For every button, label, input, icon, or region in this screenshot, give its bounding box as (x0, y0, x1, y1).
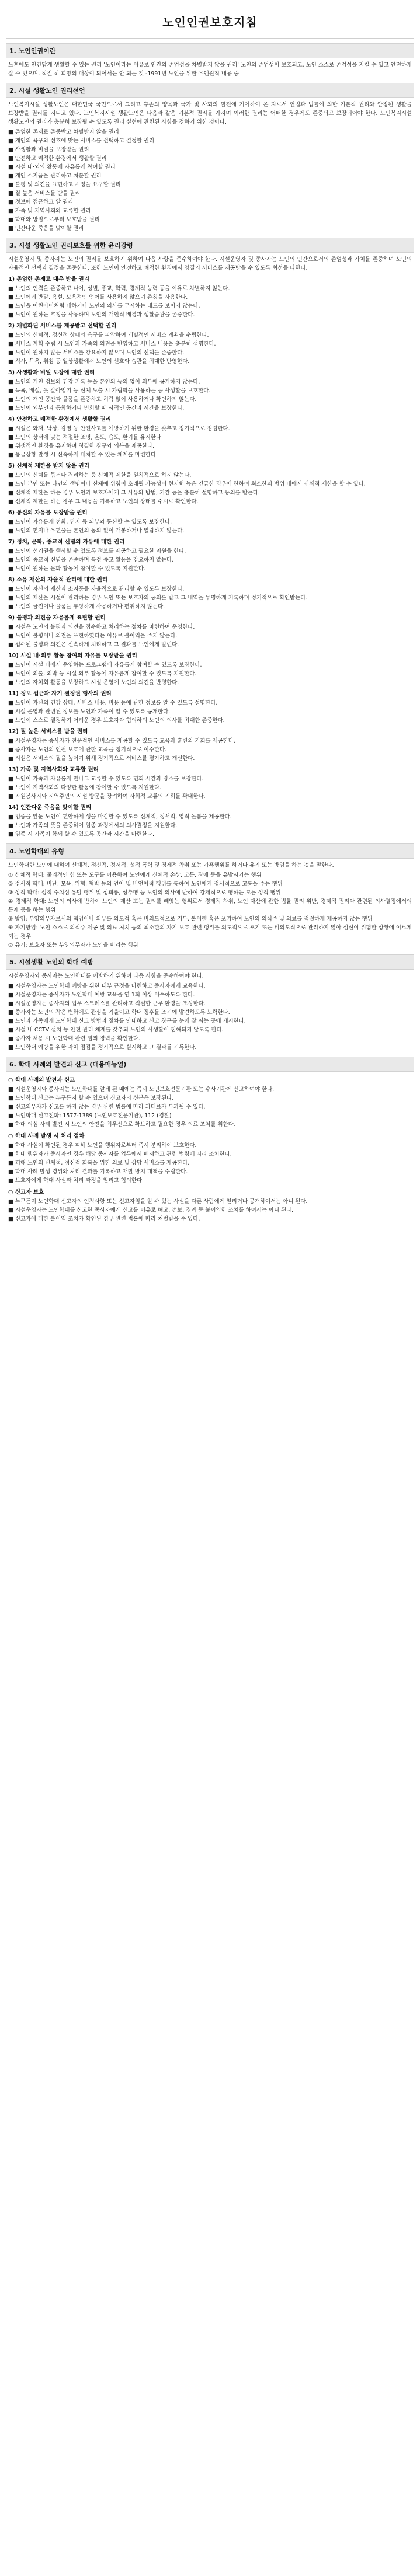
list-item: ■ 노인이 원하는 호칭을 사용하며 노인의 개인적 배경과 생활습관을 존중한다. (8, 312, 195, 318)
list-item: ■ 식사, 목욕, 취침 등 일상생활에서 노인의 선호와 습관을 최대한 반영한다. (8, 358, 190, 365)
list-item: ■ 누구든지 노인학대 신고자의 인적사항 또는 신고자임을 알 수 있는 사실을 다른 사람에게 알리거나 공개하여서는 아니 된다. (8, 1198, 308, 1205)
list-item: ■ 신고의무자가 신고를 하지 않는 경우 관련 법률에 따라 과태료가 부과될 수 있다. (8, 1104, 206, 1110)
list-item: ■ 시설은 화재, 낙상, 감염 등 안전사고를 예방하기 위한 환경을 갖추고 정기적으로 점검한다. (8, 426, 230, 432)
list-item: ② 정서적 학대: 비난, 모욕, 위협, 협박 등의 언어 및 비언어적 행위를 통하여 노인에게 정서적으로 고통을 주는 행위 (8, 881, 283, 887)
list-item: ■ 노인이 시설 내에서 운영하는 프로그램에 자유롭게 참여할 수 있도록 보장한다. (8, 662, 202, 668)
subsection-title: 9) 불평과 의견을 자유롭게 표현할 권리 (8, 615, 106, 621)
list-item: ■ 종사자 채용 시 노인학대 관련 범죄 경력을 확인한다. (8, 1036, 140, 1042)
section-intro: 노인학대란 노인에 대하여 신체적, 정신적, 정서적, 성적 폭력 및 경제적 착취 또는 가혹행위를 하거나 유기 또는 방임을 하는 것을 말한다. (8, 862, 334, 869)
subsection-title: 13) 가족 및 지역사회와 교류할 권리 (8, 766, 99, 773)
section-intro: 노인복지시설 생활노인은 대한민국 국민으로서 그리고 후손의 양육과 국가 및 사회의 발전에 기여하여 온 자로서 헌법과 법률에 의한 기본적 권리와 안정된 생활을 보장받을 권리를 지니고 있다. 노인복지시설 생활노인은 다음과 같은 기본적 권리를 가지며 이러한 권리는 어떠한 경우에도 존중되고 보장되어야 한다. 노인복지시설 생활노인의 권리가 충분히 보장될 수 있도록 권리 실현에 관련된 사항을 정하기 위한 것이다. (8, 102, 412, 126)
list-item: ■ 노인학대 예방을 위한 자체 점검을 정기적으로 실시하고 그 결과를 기록한다. (8, 1044, 197, 1051)
list-item: ■ 노인이 지역사회의 다양한 활동에 참여할 수 있도록 지원한다. (8, 785, 162, 791)
section-intro: 시설운영자 및 종사자는 노인의 권리를 보호하기 위하여 다음 사항을 준수하여야 한다. 시설운영자 및 종사자는 노인의 인간으로서의 존엄성과 가치를 존중하며 노인의 자율적인 선택과 결정을 존중한다. 또한 노인이 안전하고 쾌적한 환경에서 양질의 서비스를 제공받을 수 있도록 최선을 다한다. (8, 256, 412, 271)
section (6, 83, 414, 233)
section (6, 238, 414, 839)
list-item: ■ 시설운영자는 종사자가 노인학대 예방 교육을 연 1회 이상 이수하도록 한다. (8, 992, 195, 998)
list-item: ■ 노인이 외부인과 통화하거나 면회할 때 사적인 공간과 시간을 보장한다. (8, 405, 185, 412)
list-item: ■ 사생활과 비밀을 보장받을 권리 (8, 147, 89, 153)
list-item: ■ 피해 노인의 신체적, 정신적 회복을 위한 의료 및 상담 서비스를 제공한다. (8, 1160, 190, 1166)
list-item: ■ 노인의 인격을 존중하고 나이, 성별, 종교, 학력, 경제적 능력 등을 이유로 차별하지 않는다. (8, 285, 230, 292)
list-item: ■ 노인학대 신고전화: 1577-1389 (노인보호전문기관), 112 (경찰) (8, 1113, 172, 1119)
list-item: ■ 가족 및 지역사회와 교류할 권리 (8, 208, 91, 214)
list-item: ■ 학대 사실이 확인된 경우 피해 노인을 행위자로부터 즉시 분리하여 보호한다. (8, 1142, 197, 1149)
section-heading: 6. 학대 사례의 발견과 신고 (대응매뉴얼) (6, 1057, 414, 1072)
subsection-title: 2) 개별화된 서비스를 제공받고 선택할 권리 (8, 323, 117, 329)
list-item: ■ 목욕, 배설, 옷 갈아입기 등 신체 노출 시 가림막을 사용하는 등 사생활을 보호한다. (8, 388, 211, 394)
list-item: ■ 노인이 자신의 건강 상태, 서비스 내용, 비용 등에 관한 정보를 알 수 있도록 설명한다. (8, 700, 218, 706)
list-item: ■ 종사자는 노인의 인권 보호에 관한 교육을 정기적으로 이수한다. (8, 747, 167, 753)
list-item: ■ 학대 사례 발생 경위와 처리 결과를 기록하고 재발 방지 대책을 수립한다. (8, 1169, 188, 1175)
list-item: ■ 노인의 상태에 맞는 적절한 조명, 온도, 습도, 환기를 유지한다. (8, 434, 163, 441)
list-item: ■ 노인의 개인 정보와 건강 기록 등을 본인의 동의 없이 외부에 공개하지 않는다. (8, 379, 200, 385)
list-item: ■ 노인학대 신고는 누구든지 할 수 있으며 신고자의 신분은 보장된다. (8, 1095, 174, 1101)
list-item: ■ 시설운영자는 노인학대 예방을 위한 내부 규정을 마련하고 종사자에게 교육한다. (8, 983, 206, 989)
list-item: ■ 노인이 외출, 외박 등 시설 외부 활동에 자유롭게 참여할 수 있도록 지원한다. (8, 671, 197, 677)
subsection-title: 10) 시설 내·외부 활동 참여의 자유를 보장받을 권리 (8, 653, 137, 659)
list-item: ■ 노인이 자신의 재산과 소지품을 자율적으로 관리할 수 있도록 보장한다. (8, 586, 185, 592)
list-item: ■ 노인을 어린아이처럼 대하거나 노인의 의사를 무시하는 태도를 보이지 않는다. (8, 303, 200, 309)
list-item: ■ 노인의 재산을 시설이 관리하는 경우 노인 또는 보호자의 동의를 받고 그 내역을 투명하게 기록하며 정기적으로 확인받는다. (8, 595, 308, 601)
list-item: ■ 신체적 제한을 하는 경우 노인과 보호자에게 그 사유와 방법, 기간 등을 충분히 설명하고 동의를 받는다. (8, 490, 260, 496)
list-item: ■ 종사자는 노인의 작은 변화에도 관심을 기울이고 학대 징후를 조기에 발견하도록 노력한다. (8, 1009, 230, 1016)
subsection-title: ○ 학대 사례 발생 시 처리 절차 (8, 1133, 85, 1139)
list-item: ① 신체적 학대: 물리적인 힘 또는 도구를 이용하여 노인에게 신체적 손상, 고통, 장애 등을 유발시키는 행위 (8, 872, 262, 879)
list-item: ■ 노인이 불평이나 의견을 표현하였다는 이유로 불이익을 주지 않는다. (8, 633, 178, 639)
content (6, 43, 414, 1223)
list-item: ■ 신체적 제한을 하는 경우 그 내용을 기록하고 노인의 상태를 수시로 확인한다. (8, 499, 199, 505)
list-item: ■ 임종 시 가족이 함께 할 수 있도록 공간과 시간을 마련한다. (8, 831, 154, 838)
list-item: ■ 서비스 계획 수립 시 노인과 가족의 의견을 반영하고 서비스 내용을 충분히 설명한다. (8, 341, 216, 347)
list-item: ■ 시설운영자는 종사자의 업무 스트레스를 관리하고 적절한 근무 환경을 조성한다. (8, 1001, 206, 1007)
subsection-title: 3) 사생활과 비밀 보장에 대한 권리 (8, 370, 95, 376)
section-heading: 1. 노인인권이란 (6, 43, 414, 58)
subsection-title: 4) 안전하고 쾌적한 환경에서 생활할 권리 (8, 416, 112, 423)
list-item: ■ 노인의 자치회 활동을 보장하고 시설 운영에 노인의 의견을 반영한다. (8, 679, 179, 686)
section-heading: 2. 시설 생활노인 권리선언 (6, 83, 414, 98)
section-intro: 시설운영자와 종사자는 노인학대를 예방하기 위하여 다음 사항을 준수하여야 한다. (8, 973, 204, 979)
list-item: ■ 노인이 가족과 자유롭게 만나고 교류할 수 있도록 면회 시간과 장소를 보장한다. (8, 776, 204, 782)
list-item: ■ 시설 내·외의 활동에 자유롭게 참여할 권리 (8, 164, 116, 170)
subsection-title: ○ 학대 사례의 발견과 신고 (8, 1077, 75, 1083)
list-item: ■ 불평 및 의견을 표현하고 시정을 요구할 권리 (8, 182, 121, 188)
list-item: ■ 인간다운 죽음을 맞이할 권리 (8, 225, 84, 232)
list-item: ■ 안전하고 쾌적한 환경에서 생활할 권리 (8, 155, 107, 162)
list-item: ■ 노인에게 반말, 욕설, 모욕적인 언어를 사용하지 않으며 존칭을 사용한다. (8, 294, 188, 301)
section-heading: 5. 시설생활 노인의 학대 예방 (6, 954, 414, 970)
list-item: ■ 응급상황 발생 시 신속하게 대처할 수 있는 체계를 마련한다. (8, 452, 158, 458)
subsection-title: 6) 통신의 자유를 보장받을 권리 (8, 510, 88, 516)
list-item: ■ 학대와 방임으로부터 보호받을 권리 (8, 217, 100, 223)
title-bar (6, 2, 414, 39)
list-item: ③ 성적 학대: 성적 수치심 유발 행위 및 성희롱, 성추행 등 노인의 의사에 반하여 강제적으로 행하는 모든 성적 행위 (8, 890, 281, 896)
list-item: ■ 시설은 서비스의 질을 높이기 위해 정기적으로 서비스를 평가하고 개선한다. (8, 755, 195, 762)
list-item: ■ 자원봉사자와 지역주민의 시설 방문을 장려하여 사회적 교류의 기회를 확대한다. (8, 793, 206, 800)
list-item: ■ 노인이 자유롭게 전화, 편지 등 외부와 통신할 수 있도록 보장한다. (8, 519, 172, 525)
section (6, 843, 414, 950)
subsection-title: 11) 정보 접근과 자기 결정권 행사의 권리 (8, 691, 112, 697)
list-item: ■ 존엄한 존재로 존중받고 차별받지 않을 권리 (8, 129, 119, 135)
list-item: ■ 노인이 원하는 문화 활동에 참여할 수 있도록 지원한다. (8, 566, 145, 572)
list-item: ■ 시설은 노인의 불평과 의견을 접수하고 처리하는 절차를 마련하여 운영한다. (8, 624, 195, 630)
list-item: ⑥ 자기방임: 노인 스스로 의식주 제공 및 의료 처치 등의 최소한의 자기 보호 관련 행위를 의도적으로 포기 또는 비의도적으로 관리하지 않아 심신이 위험한 상황에 이르게 되는 경우 (8, 925, 412, 940)
list-item: ■ 노인의 금전이나 물품을 부당하게 사용하거나 편취하지 않는다. (8, 604, 165, 610)
list-item: ■ 노인의 개인 공간과 물품을 존중하고 허락 없이 사용하거나 확인하지 않는다. (8, 396, 197, 403)
list-item: ■ 학대 의심 사례 발견 시 노인의 안전을 최우선으로 확보하고 필요한 경우 의료 조치를 취한다. (8, 1121, 235, 1128)
list-item: ■ 보호자에게 학대 사실과 처리 과정을 알리고 협의한다. (8, 1177, 144, 1184)
list-item: ■ 시설운영자와 종사자는 노인학대를 알게 된 때에는 즉시 노인보호전문기관 또는 수사기관에 신고하여야 한다. (8, 1086, 275, 1093)
list-item: ■ 위생적인 환경을 유지하며 청결한 침구와 의복을 제공한다. (8, 443, 155, 449)
list-item: ■ 신고자에 대한 불이익 조치가 확인된 경우 관련 법률에 따라 처벌받을 수 있다. (8, 1216, 200, 1222)
subsection-title: 8) 소유 재산의 자율적 관리에 대한 권리 (8, 577, 108, 583)
section-heading: 4. 노인학대의 유형 (6, 843, 414, 859)
list-item: ■ 접수된 불평과 의견은 신속하게 처리하고 그 결과를 노인에게 알린다. (8, 642, 179, 648)
list-item: ⑤ 방임: 부양의무자로서의 책임이나 의무를 의도적 혹은 비의도적으로 거부, 불이행 혹은 포기하여 노인의 의식주 및 의료를 적절하게 제공하지 않는 행위 (8, 916, 373, 922)
list-item: ■ 노인이 스스로 결정하기 어려운 경우 보호자와 협의하되 노인의 의사를 최대한 존중한다. (8, 717, 225, 724)
page-title: 노인인권보호지침 (162, 15, 258, 29)
list-item: ■ 노인 본인 또는 타인의 생명이나 신체에 위험이 초래될 가능성이 현저히 높은 긴급한 경우에 한하여 최소한의 범위 내에서 신체적 제한을 할 수 있다. (8, 481, 366, 487)
list-item: ■ 노인과 가족의 뜻을 존중하여 임종 과정에서의 의사결정을 지원한다. (8, 822, 178, 829)
list-item: ■ 개인의 욕구와 선호에 맞는 서비스를 선택하고 결정할 권리 (8, 138, 155, 144)
list-item: ■ 시설운영자는 노인학대를 신고한 종사자에게 신고를 이유로 해고, 전보, 징계 등 불이익한 조치를 하여서는 아니 된다. (8, 1207, 294, 1214)
list-item: ■ 정보에 접근하고 알 권리 (8, 199, 74, 205)
list-item: ⑦ 유기: 보호자 또는 부양의무자가 노인을 버리는 행위 (8, 942, 138, 949)
section (6, 954, 414, 1052)
subsection-title: ○ 신고자 보호 (8, 1189, 44, 1195)
list-item: ■ 노인의 신체를 묶거나 격리하는 등 신체적 제한을 원칙적으로 하지 않는다. (8, 472, 192, 479)
section-heading: 3. 시설 생활노인 권리보호를 위한 윤리강령 (6, 238, 414, 253)
subsection-title: 12) 질 높은 서비스를 받을 권리 (8, 728, 88, 735)
document (6, 0, 414, 1231)
list-item: ■ 임종을 앞둔 노인이 편안하게 생을 마감할 수 있도록 신체적, 정서적, 영적 돌봄을 제공한다. (8, 814, 232, 820)
subsection-title: 14) 인간다운 죽음을 맞이할 권리 (8, 804, 92, 811)
list-item: ■ 시설 운영과 관련된 정보를 노인과 가족이 알 수 있도록 공개한다. (8, 709, 171, 715)
list-item: ■ 시설 내 CCTV 설치 등 안전 관리 체계를 갖추되 노인의 사생활이 침해되지 않도록 한다. (8, 1027, 224, 1033)
list-item: ④ 경제적 학대: 노인의 의사에 반하여 노인의 재산 또는 권리를 빼앗는 행위로서 경제적 착취, 노인 재산에 관한 법률 권리 위반, 경제적 권리와 관련된 의사결정에서의 통제 등을 하는 행위 (8, 898, 412, 914)
list-item: ■ 질 높은 서비스를 받을 권리 (8, 190, 81, 197)
list-item: ■ 노인의 종교적 신념을 존중하며 특정 종교 활동을 강요하지 않는다. (8, 557, 174, 563)
list-item: ■ 노인의 편지나 우편물을 본인의 동의 없이 개봉하거나 열람하지 않는다. (8, 528, 185, 534)
subsection-title: 5) 신체적 제한을 받지 않을 권리 (8, 463, 89, 469)
section-intro: 노후에도 인간답게 생활할 수 있는 권리 '노인이라는 이유로 인간의 존엄성을 차별받지 않을 권리' 노인의 존엄성이 보호되고, 노인 스스로 존엄성을 지킬 수 있고 안전하게 살 수 있으며, 적절 히 희망의 대상이 되어서는 안 되는 것 -1991년 노인을 위한 유엔원칙 내용 중 (8, 62, 412, 77)
list-item: ■ 노인이 선거권을 행사할 수 있도록 정보를 제공하고 필요한 지원을 한다. (8, 548, 186, 555)
list-item: ■ 노인의 신체적, 정신적 상태와 욕구를 파악하여 개별적인 서비스 계획을 수립한다. (8, 332, 209, 339)
list-item: ■ 노인과 가족에게 노인학대 신고 방법과 절차를 안내하고 신고 창구를 눈에 잘 띄는 곳에 게시한다. (8, 1018, 246, 1024)
section (6, 43, 414, 78)
list-item: ■ 노인이 원하지 않는 서비스를 강요하지 않으며 노인의 선택을 존중한다. (8, 350, 185, 356)
list-item: ■ 학대 행위자가 종사자인 경우 해당 종사자를 업무에서 배제하고 관련 법령에 따라 조치한다. (8, 1151, 232, 1158)
section (6, 1057, 414, 1223)
subsection-title: 1) 존엄한 존재로 대우 받을 권리 (8, 276, 89, 283)
list-item: ■ 개인 소지품을 관리하고 처분할 권리 (8, 173, 102, 179)
subsection-title: 7) 정치, 문화, 종교적 신념의 자유에 대한 권리 (8, 539, 125, 545)
list-item: ■ 시설운영자는 종사자가 전문적인 서비스를 제공할 수 있도록 교육과 훈련의 기회를 제공한다. (8, 738, 235, 744)
